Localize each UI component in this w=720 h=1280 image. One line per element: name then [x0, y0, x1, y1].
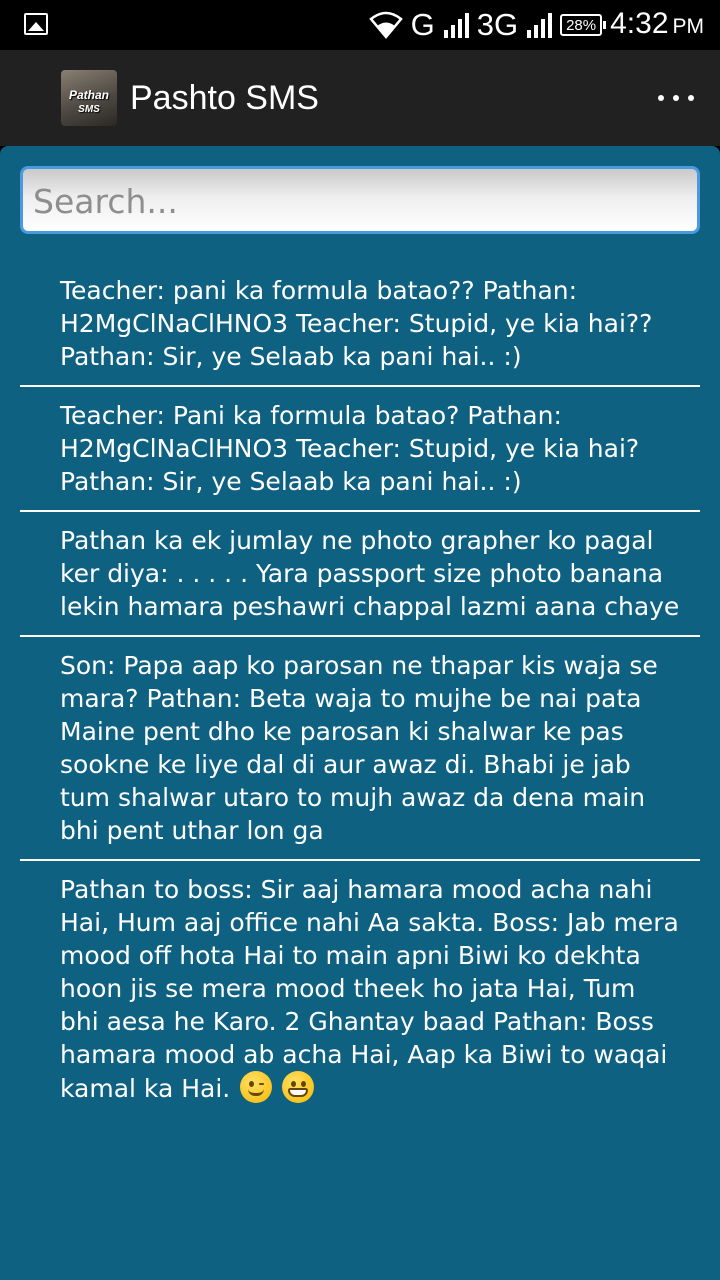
signal-icon — [443, 12, 469, 38]
message-text: Teacher: pani ka formula batao?? Pathan: H2MgClNaClHNO3 Teacher: Stupid, ye kia hai?? Pathan: Sir, ye Selaab ka pani hai.. :) — [60, 276, 653, 371]
list-item[interactable] — [20, 861, 700, 1117]
message-text: Teacher: Pani ka formula batao? Pathan: H2MgClNaClHNO3 Teacher: Stupid, ye kia hai? Pathan: Sir, ye Selaab ka pani hai.. :) — [60, 401, 640, 496]
gallery-notification-icon — [24, 13, 48, 35]
content-area — [0, 146, 720, 1280]
battery-level: 28% — [566, 16, 597, 34]
message-text: Pathan ka ek jumlay ne photo grapher ko pagal ker diya: . . . . . Yara passport size photo banana lekin hamara peshawri chappal lazmi aana chaye — [60, 526, 680, 621]
logo-text-line2: SMS — [78, 104, 100, 115]
clock-time: 4:32 — [610, 6, 669, 40]
status-icons — [369, 0, 704, 50]
wink-emoji-icon — [240, 1071, 272, 1103]
overflow-dot — [658, 95, 664, 101]
sms-list[interactable] — [20, 262, 700, 1117]
status-bar — [0, 0, 720, 50]
wifi-icon — [369, 11, 403, 39]
network-type-g: G — [410, 7, 435, 42]
list-item[interactable] — [20, 637, 700, 861]
list-item[interactable] — [20, 262, 700, 387]
message-text: Son: Papa aap ko parosan ne thapar kis waja se mara? Pathan: Beta waja to mujhe be nai pata Maine pent dho ke parosan ki shalwar ke pas sookne ke liye dal di aur awaz di. Bhabi je jab tum shalwar utaro to mujh awaz da dena main bhi pent uthar lon ga — [60, 651, 658, 845]
battery-icon — [560, 14, 602, 36]
list-item[interactable] — [20, 512, 700, 637]
signal-icon — [526, 12, 552, 38]
app-bar — [0, 50, 720, 146]
overflow-dot — [688, 95, 694, 101]
network-type-3g: 3G — [476, 7, 519, 42]
clock — [610, 0, 704, 52]
logo-text-line1: Pathan — [68, 88, 109, 102]
search-input[interactable] — [31, 169, 685, 233]
overflow-menu-icon[interactable] — [658, 80, 694, 116]
clock-ampm: PM — [672, 14, 704, 38]
grin-emoji-icon — [282, 1071, 314, 1103]
list-item[interactable] — [20, 387, 700, 512]
message-text: Pathan to boss: Sir aaj hamara mood acha nahi Hai, Hum aaj office nahi Aa sakta. Boss: Jab mera mood off hota Hai to main apni Biwi ko dekhta hoon jis se mera mood theek ho jata Hai, Tum bhi aesa he Karo. 2 Ghantay baad Pathan: Boss hamara mood ab acha Hai, Aap ka Biwi to waqai kamal ka Hai. — [60, 875, 679, 1103]
overflow-dot — [673, 95, 679, 101]
app-title: Pashto SMS — [130, 79, 319, 117]
app-logo — [61, 70, 117, 126]
search-box[interactable] — [20, 166, 700, 234]
